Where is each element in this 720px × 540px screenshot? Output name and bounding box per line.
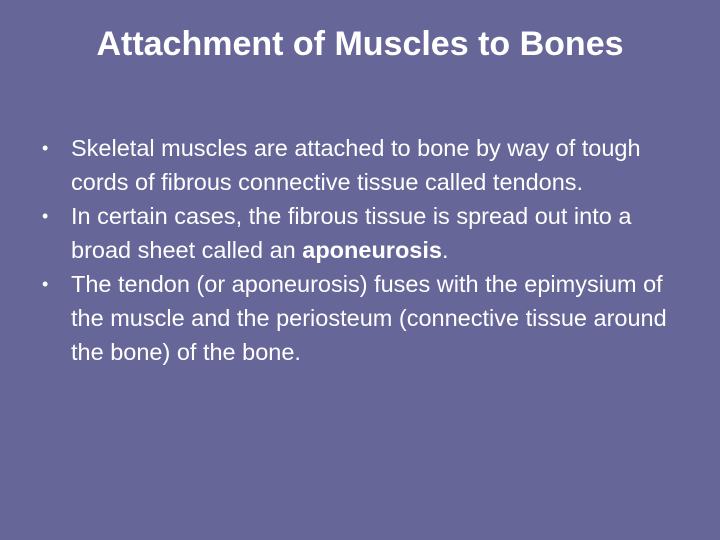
bullet-marker: •	[42, 274, 49, 294]
bullet-list	[40, 131, 690, 369]
bold-term-aponeurosis: aponeurosis	[302, 237, 442, 263]
bullet-item-aponeurosis	[40, 199, 690, 267]
slide-title: Attachment of Muscles to Bones	[96, 25, 624, 63]
bullet-item-epimysium	[40, 267, 690, 369]
bullet-text: The tendon (or aponeurosis) fuses with the epimysium of the muscle and the periosteum (connective tissue around the bone) of the bone.	[71, 271, 667, 365]
bullet-marker: •	[42, 206, 49, 226]
bullet-text-end: .	[441, 237, 449, 263]
bullet-item-tendons	[40, 131, 690, 199]
bullet-text: In certain cases, the fibrous tissue is spread out into a broad sheet called an	[71, 203, 632, 263]
bullet-marker: •	[42, 138, 49, 158]
bullet-text: Skeletal muscles are attached to bone by way of tough cords of fibrous connective tissue called tendons.	[71, 135, 641, 195]
